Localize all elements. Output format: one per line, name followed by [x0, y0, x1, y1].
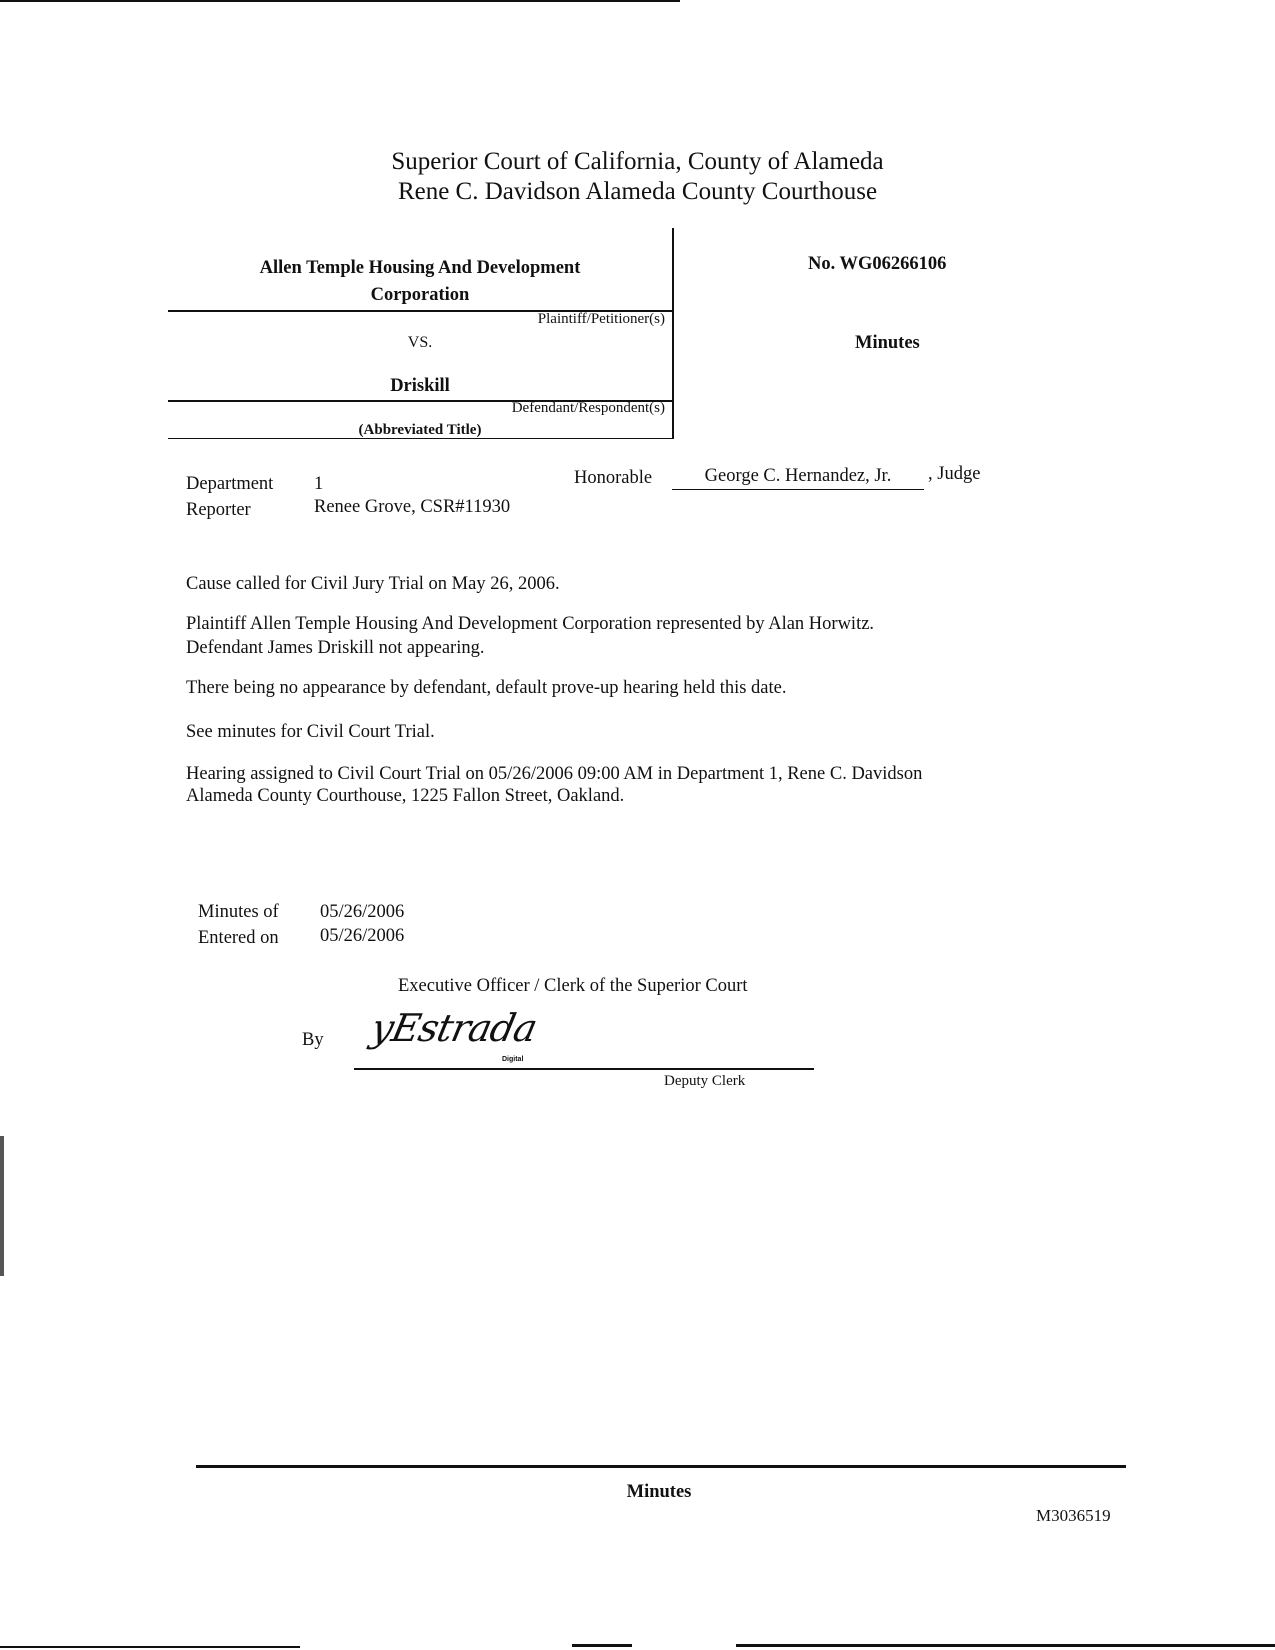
- entered-on-value: 05/26/2006: [320, 926, 405, 946]
- paragraph-hearing-assigned-line1: Hearing assigned to Civil Court Trial on 05/26/2006 09:00 AM in Department 1, Rene C. Davidson: [186, 764, 923, 784]
- digital-mark: Digital: [502, 1056, 524, 1063]
- scan-edge-bottom-left: [0, 1646, 300, 1648]
- clerk-signature: yEstrada: [367, 1006, 541, 1050]
- by-label: By: [302, 1030, 324, 1050]
- deputy-clerk-label: Deputy Clerk: [664, 1073, 746, 1089]
- plaintiff-role: Plaintiff/Petitioner(s): [537, 311, 665, 327]
- clerk-title: Executive Officer / Clerk of the Superior Court: [398, 976, 748, 996]
- paragraph-default-hearing: There being no appearance by defendant, default prove-up hearing held this date.: [186, 678, 787, 698]
- courthouse-name: Rene C. Davidson Alameda County Courthouse: [397, 178, 878, 205]
- defendant-name: Driskill: [390, 376, 450, 396]
- reporter-value: Renee Grove, CSR#11930: [314, 497, 511, 517]
- reporter-label: Reporter: [186, 500, 251, 520]
- judge-underline: [672, 489, 924, 490]
- scan-edge-bottom-mid: [572, 1644, 632, 1647]
- footer-code: M3036519: [1036, 1506, 1111, 1525]
- minutes-of-label: Minutes of: [198, 902, 279, 922]
- versus-text: VS.: [407, 334, 433, 351]
- department-value: 1: [314, 474, 324, 494]
- plaintiff-name-line1: Allen Temple Housing And Development: [259, 258, 581, 278]
- scan-edge-top: [0, 0, 680, 2]
- paragraph-see-minutes: See minutes for Civil Court Trial.: [186, 722, 435, 742]
- plaintiff-name-line2: Corporation: [370, 285, 470, 305]
- footer-title: Minutes: [626, 1482, 692, 1502]
- footer-rule: [196, 1465, 1126, 1468]
- court-name: Superior Court of California, County of Alameda: [391, 148, 884, 175]
- department-label: Department: [186, 474, 274, 494]
- signature-line: [354, 1068, 814, 1070]
- scan-edge-left: [0, 1136, 4, 1276]
- caption-vertical-rule: [672, 228, 674, 438]
- judge-suffix: , Judge: [928, 464, 981, 484]
- document-type: Minutes: [855, 333, 920, 353]
- minutes-of-value: 05/26/2006: [320, 902, 405, 922]
- paragraph-appearances-line1: Plaintiff Allen Temple Housing And Development Corporation represented by Alan Horwitz.: [186, 614, 875, 634]
- honorable-label: Honorable: [574, 468, 653, 488]
- case-number: No. WG06266106: [808, 254, 947, 274]
- scan-edge-bottom-right: [736, 1644, 1275, 1647]
- judge-name: George C. Hernandez, Jr.: [704, 466, 892, 486]
- entered-on-label: Entered on: [198, 928, 279, 948]
- abbreviated-title: (Abbreviated Title): [358, 422, 482, 438]
- defendant-role: Defendant/Respondent(s): [511, 400, 665, 416]
- paragraph-appearances-line2: Defendant James Driskill not appearing.: [186, 638, 485, 658]
- paragraph-cause-called: Cause called for Civil Jury Trial on May 26, 2006.: [186, 574, 560, 594]
- paragraph-hearing-assigned-line2: Alameda County Courthouse, 1225 Fallon Street, Oakland.: [186, 786, 625, 806]
